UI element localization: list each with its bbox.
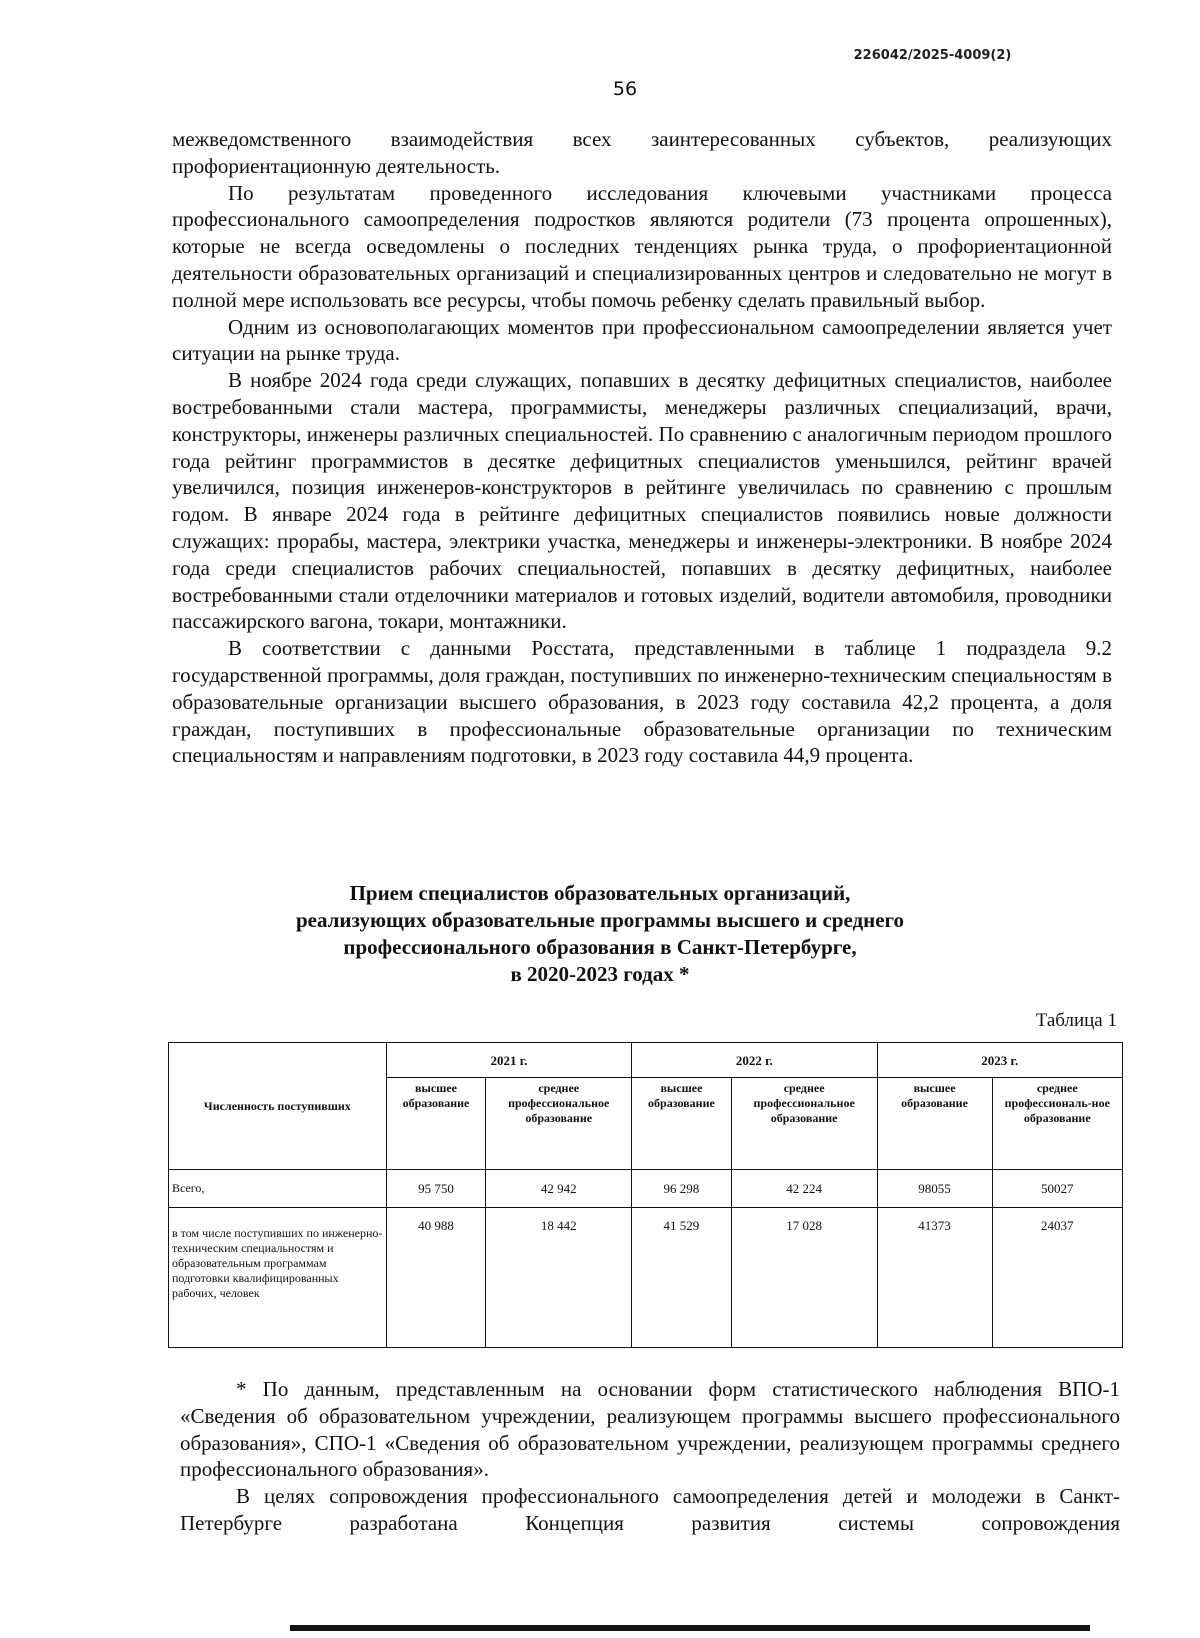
subheader-secondary: среднее профессиональное образование	[731, 1078, 877, 1170]
subheader-higher: высшее образование	[632, 1078, 732, 1170]
table-cell: 24037	[992, 1208, 1122, 1348]
table-cell: 41373	[877, 1208, 992, 1348]
table-cell: 40 988	[386, 1208, 486, 1348]
subheader-secondary: среднее профессиональное образование	[486, 1078, 632, 1170]
paragraph: Одним из основополагающих моментов при профессиональном самоопределении является учет ситуации на рынке труда.	[172, 314, 1112, 366]
table-title-line: реализующих образовательные программы высшего и среднего	[295, 908, 905, 932]
subheader-higher: высшее образование	[877, 1078, 992, 1170]
main-text-bottom	[180, 1376, 1120, 1537]
table-cell: 96 298	[632, 1170, 732, 1208]
paragraph: В ноябре 2024 года среди служащих, попавших в десятку дефицитных специалистов, наиболее востребованными стали мастера, программисты, менеджеры различных специализаций, врачи, конструкторы, инженеры различных специальностей. По сравнению с аналогичным периодом прошлого года рейтинг программистов в десятке дефицитных специалистов уменьшился, рейтинг врачей увеличился, позиция инженеров-конструкторов в рейтинге увеличилась по сравнению с прошлым годом. В январе 2024 года в рейтинге дефицитных специалистов появились новые должности служащих: прорабы, мастера, электрики участка, менеджеры и инженеры-электроники. В ноябре 2024 года среди специалистов рабочих специальностей, попавших в десятку дефицитных, наиболее востребованными стали отделочники материалов и готовых изделий, водители автомобиля, проводники пассажирского вагона, токари, монтажники.	[172, 368, 1112, 634]
row-label: в том числе поступивших по инженерно-техническим специальностям и образовательным программам подготовки квалифицированных рабочих, человек	[169, 1208, 387, 1348]
year-header: 2022 г.	[632, 1043, 877, 1078]
table-row	[169, 1170, 1123, 1208]
table-cell: 41 529	[632, 1208, 732, 1348]
table-cell: 42 224	[731, 1170, 877, 1208]
year-header: 2021 г.	[386, 1043, 631, 1078]
main-text-top	[172, 126, 1112, 769]
table-title-line: в 2020-2023 годах *	[510, 962, 690, 986]
scan-edge-divider	[290, 1625, 1090, 1631]
paragraph: В целях сопровождения профессионального самоопределения детей и молодежи в Санкт-Петербурге разработана Концепция развития системы сопровождения	[180, 1484, 1120, 1535]
paragraph: межведомственного взаимодействия всех заинтересованных субъектов, реализующих профориентационную деятельность.	[172, 127, 1112, 178]
table-title-line: Прием специалистов образовательных организаций,	[349, 881, 851, 905]
footnote-paragraph: * По данным, представленным на основании форм статистического наблюдения ВПО-1 «Сведения об образовательном учреждении, реализующем программы высшего профессионального образования», СПО-1 «Сведения об образовательном учреждении, реализующем программы среднего профессионального образования».	[180, 1377, 1120, 1482]
year-header: 2023 г.	[877, 1043, 1122, 1078]
document-number: 226042/2025-4009(2)	[853, 48, 1012, 63]
row-label: Всего,	[169, 1170, 387, 1208]
table-cell: 17 028	[731, 1208, 877, 1348]
table-cell: 18 442	[486, 1208, 632, 1348]
table-caption: Таблица 1	[1035, 1010, 1117, 1031]
table-row	[169, 1208, 1123, 1348]
table-title-line: профессионального образования в Санкт-Петербурге,	[343, 935, 857, 959]
admissions-table	[168, 1042, 1123, 1348]
paragraph: По результатам проведенного исследования ключевыми участниками процесса профессионального самоопределения подростков являются родители (73 процента опрошенных), которые не всегда осведомлены о последних тенденциях рынка труда, о профориентационной деятельности образовательных организаций и специализированных центров и следовательно не могут в полной мере использовать все ресурсы, чтобы помочь ребенку сделать правильный выбор.	[172, 180, 1112, 312]
table-cell: 50027	[992, 1170, 1122, 1208]
table-header-row	[169, 1043, 1123, 1078]
table-cell: 98055	[877, 1170, 992, 1208]
subheader-higher: высшее образование	[386, 1078, 486, 1170]
table-title	[230, 880, 970, 988]
paragraph: В соответствии с данными Росстата, представленными в таблице 1 подраздела 9.2 государственной программы, доля граждан, поступивших по инженерно-техническим специальностям в образовательные организации высшего образования, в 2023 году составила 42,2 процента, а доля граждан, поступивших в профессиональные образовательные организации по техническим специальностям и направлениям подготовки, в 2023 году составила 44,9 процента.	[172, 636, 1112, 768]
table-cell: 42 942	[486, 1170, 632, 1208]
page-number: 56	[612, 78, 638, 100]
row-header: Численность поступивших	[169, 1043, 387, 1170]
table-cell: 95 750	[386, 1170, 486, 1208]
subheader-secondary: среднее профессиональ-ное образование	[992, 1078, 1122, 1170]
